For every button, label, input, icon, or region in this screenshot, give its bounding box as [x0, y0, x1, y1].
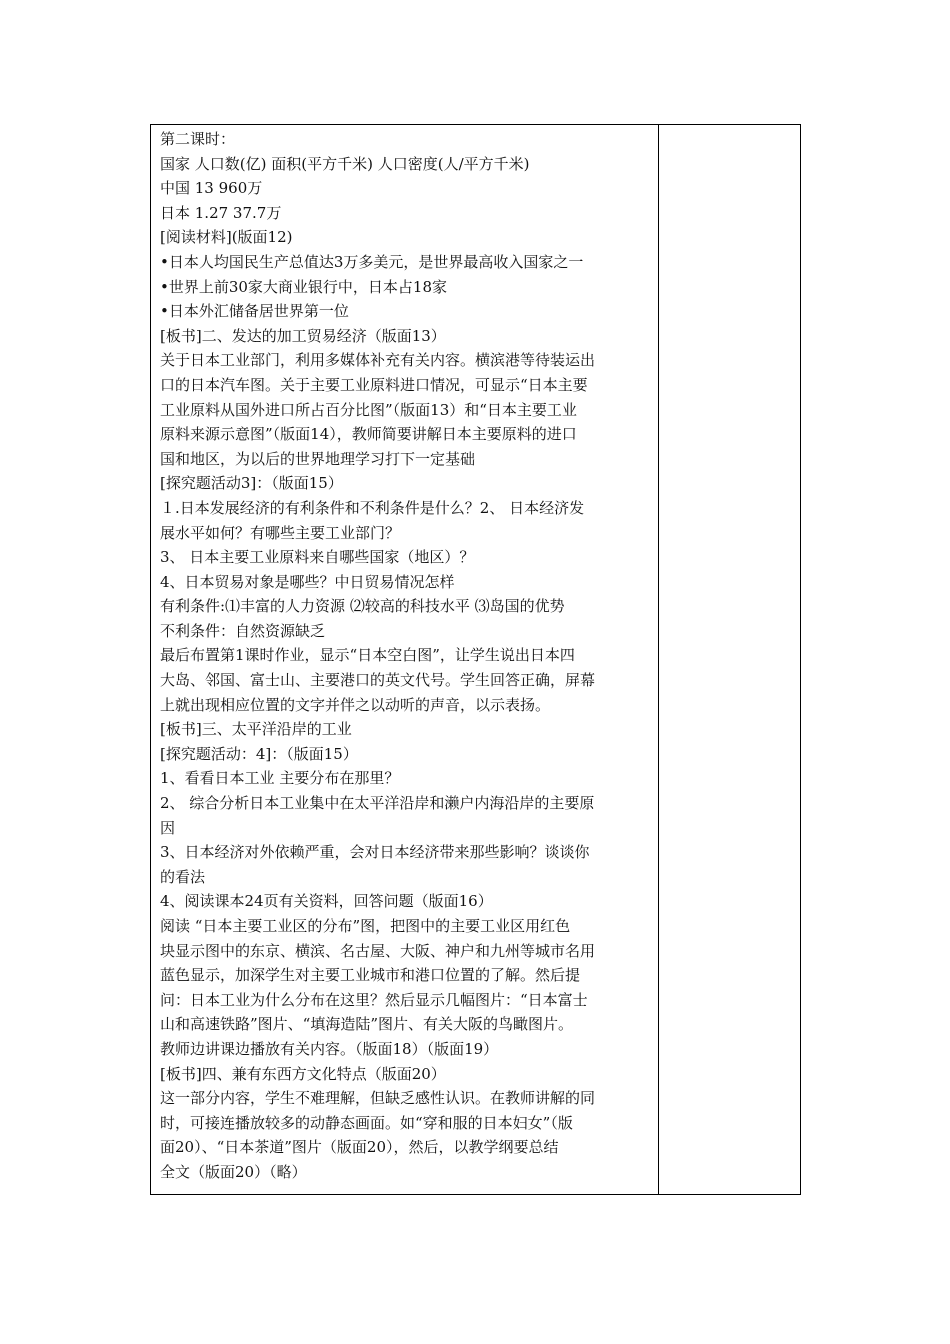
text-line: 第二课时：	[160, 130, 236, 148]
text-line: [板书]四、兼有东西方文化特点（版面20）	[160, 1064, 446, 1083]
text-line: [探究题活动：4]：（版面15）	[160, 744, 358, 763]
lesson-content-cell	[151, 125, 659, 1194]
text-line: 问：日本工业为什么分布在这里？然后显示几幅图片：“日本富士	[160, 990, 588, 1009]
text-line: 全文（版面20）（略）	[160, 1162, 307, 1181]
text-line: •日本人均国民生产总值达3万多美元，是世界最高收入国家之一	[160, 252, 584, 271]
text-line: 蓝色显示，加深学生对主要工业城市和港口位置的了解。然后提	[160, 966, 581, 985]
text-line: 日本 1.27 37.7万	[160, 203, 282, 222]
text-line: 1、看看日本工业 主要分布在那里？	[160, 769, 400, 788]
text-line: 这一部分内容，学生不难理解，但缺乏感性认识。在教师讲解的同	[160, 1089, 596, 1108]
notes-cell	[659, 125, 800, 1194]
text-line: [板书]二、发达的加工贸易经济（版面13）	[160, 326, 446, 345]
text-line: 展水平如何？有哪些主要工业部门？	[160, 523, 401, 542]
text-line: 口的日本汽车图。关于主要工业原料进口情况，可显示“日本主要	[160, 375, 588, 394]
text-line: 原料来源示意图”（版面14），教师简要讲解日本主要原料的进口	[160, 425, 577, 444]
text-line: 时，可接连播放较多的动静态画面。如“穿和服的日本妇女”（版	[160, 1113, 573, 1132]
text-line: 面20）、“日本茶道”图片（版面20），然后，以教学纲要总结	[160, 1138, 559, 1157]
text-line: •日本外汇储备居世界第一位	[160, 302, 349, 321]
text-line: 4、阅读课本24页有关资料，回答问题（版面16）	[160, 892, 493, 911]
text-line: 3、 日本主要工业原料来自哪些国家（地区）？	[160, 548, 475, 567]
text-line: 4、日本贸易对象是哪些？中日贸易情况怎样	[160, 572, 455, 591]
text-line: 块显示图中的东京、横滨、名古屋、大阪、神户和九州等城市名用	[160, 941, 596, 960]
text-line: 工业原料从国外进口所占百分比图”（版面13）和“日本主要工业	[160, 400, 577, 419]
text-line: 教师边讲课边播放有关内容。（版面18）（版面19）	[160, 1039, 499, 1058]
text-line: 不利条件：自然资源缺乏	[160, 621, 326, 640]
lesson-table	[150, 124, 801, 1195]
text-line: 最后布置第1课时作业，显示“日本空白图”，让学生说出日本四	[160, 646, 575, 665]
text-line: 有利条件:⑴丰富的人力资源 ⑵较高的科技水平 ⑶岛国的优势	[160, 597, 565, 616]
text-line: 阅读 “日本主要工业区的分布”图，把图中的主要工业区用红色	[160, 917, 571, 935]
text-line: 的看法	[160, 867, 206, 886]
text-line: 上就出现相应位置的文字并伴之以动听的声音，以示表扬。	[160, 695, 551, 714]
text-line: １.日本发展经济的有利条件和不利条件是什么？2、 日本经济发	[160, 498, 585, 517]
text-line: 3、日本经济对外依赖严重，会对日本经济带来那些影响？谈谈你	[160, 843, 590, 862]
text-line: 中国 13 960万	[160, 179, 263, 198]
text-line: 关于日本工业部门，利用多媒体补充有关内容。横滨港等待装运出	[160, 351, 596, 370]
text-line: 国和地区，为以后的世界地理学习打下一定基础	[160, 449, 476, 468]
text-line: 大岛、邻国、富士山、主要港口的英文代号。学生回答正确，屏幕	[160, 671, 596, 690]
text-line: [阅读材料](版面12)	[160, 228, 293, 247]
text-line: •世界上前30家大商业银行中，日本占18家	[160, 277, 448, 296]
text-line: 山和高速铁路”图片、“填海造陆”图片、有关大阪的鸟瞰图片。	[160, 1015, 574, 1034]
text-line: 2、 综合分析日本工业集中在太平洋沿岸和濑户内海沿岸的主要原	[160, 794, 595, 813]
text-line: 因	[160, 818, 176, 837]
text-line: 国家 人口数(亿) 面积(平方千米) 人口密度(人/平方千米)	[160, 154, 530, 173]
text-line: [探究题活动3]：（版面15）	[160, 474, 343, 493]
text-line: [板书]三、太平洋沿岸的工业	[160, 720, 352, 739]
